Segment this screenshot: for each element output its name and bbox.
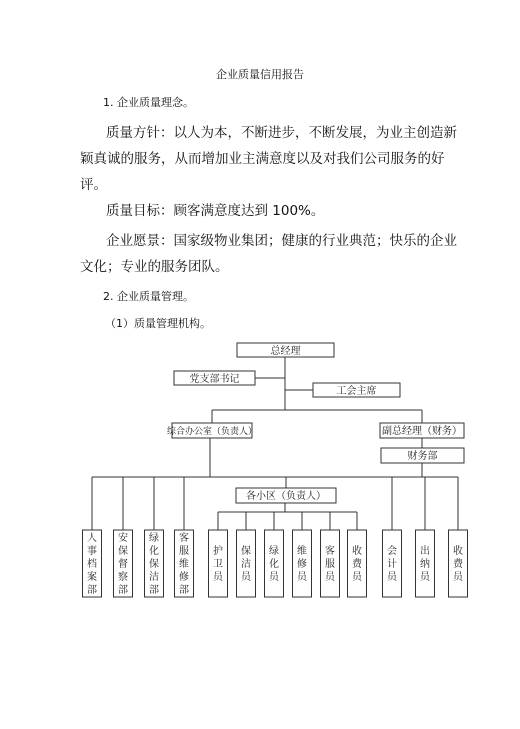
quality-goal-text: 质量目标：顾客满意度达到 100%。: [106, 203, 325, 219]
districts-label: 各小区（负责人）: [246, 491, 326, 502]
district-staff-label-3: 绿化员: [269, 546, 279, 583]
subsection-heading: （1）质量管理机构。: [105, 317, 211, 330]
general-office-label: 综合办公室（负责人）: [166, 427, 258, 437]
deputy-gm-finance-label: 副总经理（财务）: [382, 426, 462, 437]
office-dept-label-1: 人事档案部: [87, 533, 97, 596]
finance-dept-label: 财务部: [407, 451, 438, 462]
quality-policy-text: 质量方针：以人为本，不断进步，不断发展，为业主创造新颖真诚的服务，从而增加业主满意度以及对我们公司服务的好评。: [80, 125, 457, 193]
office-dept-label-2: 安保督察部: [118, 533, 128, 596]
district-staff-label-5: 客服员: [325, 546, 335, 583]
section-1-heading: 1. 企业质量理念。: [103, 96, 194, 109]
office-dept-label-4: 客服维修部: [179, 533, 189, 596]
finance-staff-label-3: 收费员: [453, 546, 463, 583]
org-chart-leaf-units: [83, 530, 468, 597]
district-staff-label-1: 护卫员: [213, 546, 223, 583]
section-2-heading: 2. 企业质量管理。: [103, 290, 194, 303]
document-title: 企业质量信用报告: [216, 68, 304, 81]
party-secretary-label: 党支部书记: [189, 374, 240, 385]
finance-staff-label-2: 出纳员: [420, 546, 430, 583]
district-staff-label-2: 保洁员: [241, 546, 251, 583]
district-staff-label-4: 维修员: [297, 546, 307, 583]
general-manager-label: 总经理: [270, 346, 301, 357]
district-staff-label-6: 收费员: [352, 546, 362, 583]
office-dept-label-3: 绿化保洁部: [149, 533, 159, 596]
union-chair-label: 工会主席: [336, 386, 377, 397]
finance-staff-label-1: 会计员: [387, 546, 397, 583]
org-chart-connectors: [92, 357, 458, 530]
vision-text: 企业愿景：国家级物业集团；健康的行业典范；快乐的企业文化；专业的服务团队。: [80, 233, 457, 275]
